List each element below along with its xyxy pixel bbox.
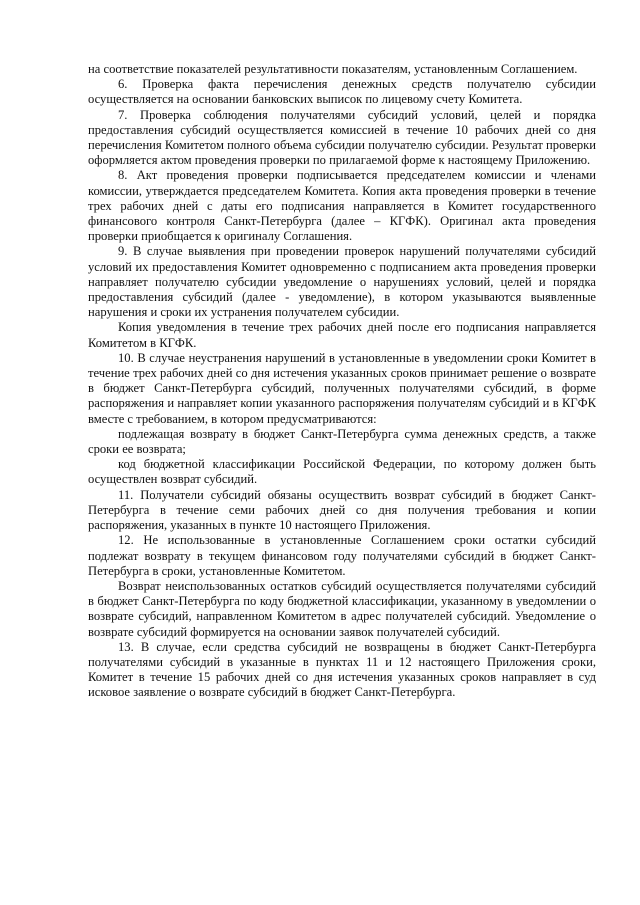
paragraph-7: 7. Проверка соблюдения получателями субсидий условий, целей и порядка предоставления субсидий осуществляется комиссией в течение 10 рабочих дней со дня перечисления Комитетом полного объема субсидии получателю субсидии. Результат проверки оформляется актом проведения проверки по прилагаемой форме к настоящему Приложению. — [88, 107, 596, 168]
paragraph-10-amount: подлежащая возврату в бюджет Санкт-Петербурга сумма денежных средств, а также сроки ее возврата; — [88, 426, 596, 457]
paragraph-8: 8. Акт проведения проверки подписывается председателем комиссии и членами комиссии, утверждается председателем Комитета. Копия акта проведения проверки в течение трех рабочих дней с даты его подписания направляется в Комитет государственного финансового контроля Санкт-Петербурга (далее – КГФК). Оригинал акта проведения проверки приобщается к оригиналу Соглашения. — [88, 168, 596, 244]
paragraph-13: 13. В случае, если средства субсидий не возвращены в бюджет Санкт-Петербурга получателями субсидий в указанные в пунктах 11 и 12 настоящего Приложения сроки, Комитет в течение 15 рабочих дней со дня истечения указанных сроков направляет в суд исковое заявление о возврате субсидий в бюджет Санкт-Петербурга. — [88, 639, 596, 700]
paragraph-9-copy: Копия уведомления в течение трех рабочих дней после его подписания направляется Комитетом в КГФК. — [88, 320, 596, 350]
paragraph-12-return: Возврат неиспользованных остатков субсидий осуществляется получателями субсидий в бюджет Санкт-Петербурга по коду бюджетной классификации, указанному в уведомлении о возврате субсидий, направленном Комитетом в адрес получателей субсидий. Уведомление о возврате субсидий формируется на основании заявок получателей субсидий. — [88, 578, 596, 639]
paragraph-continuation: на соответствие показателей результативности показателям, установленным Соглашением. — [88, 62, 578, 76]
paragraph-11: 11. Получатели субсидий обязаны осуществить возврат субсидий в бюджет Санкт-Петербурга в течение семи рабочих дней со дня получения требования и копии распоряжения, указанных в пункте 10 настоящего Приложения. — [88, 487, 596, 533]
paragraph-9: 9. В случае выявления при проведении проверок нарушений получателями субсидий условий их предоставления Комитет одновременно с подписанием акта проведения проверки направляет получателю субсидии уведомление о нарушениях условий, целей и порядка предоставления субсидий (далее - уведомление), в котором указываются выявленные нарушения и сроки их устранения получателем субсидии. — [88, 244, 596, 320]
paragraph-12: 12. Не использованные в установленные Соглашением сроки остатки субсидий подлежат возврату в текущем финансовом году получателями субсидий в бюджет Санкт-Петербурга в сроки, установленные Комитетом. — [88, 533, 596, 578]
document-body — [88, 62, 596, 701]
paragraph-6: 6. Проверка факта перечисления денежных средств получателю субсидии осуществляется на основании банковских выписок по лицевому счету Комитета. — [88, 77, 596, 107]
paragraph-10-code: код бюджетной классификации Российской Федерации, по которому должен быть осуществлен возврат субсидий. — [88, 457, 596, 487]
paragraph-10: 10. В случае неустранения нарушений в установленные в уведомлении сроки Комитет в течение трех рабочих дней со дня истечения указанных сроков принимает решение о возврате в бюджет Санкт-Петербурга субсидий, полученных получателями субсидий, в форме распоряжения и направляет копии указанного распоряжения получателям субсидий и в КГФК вместе с требованием, в котором предусматриваются: — [88, 350, 596, 426]
